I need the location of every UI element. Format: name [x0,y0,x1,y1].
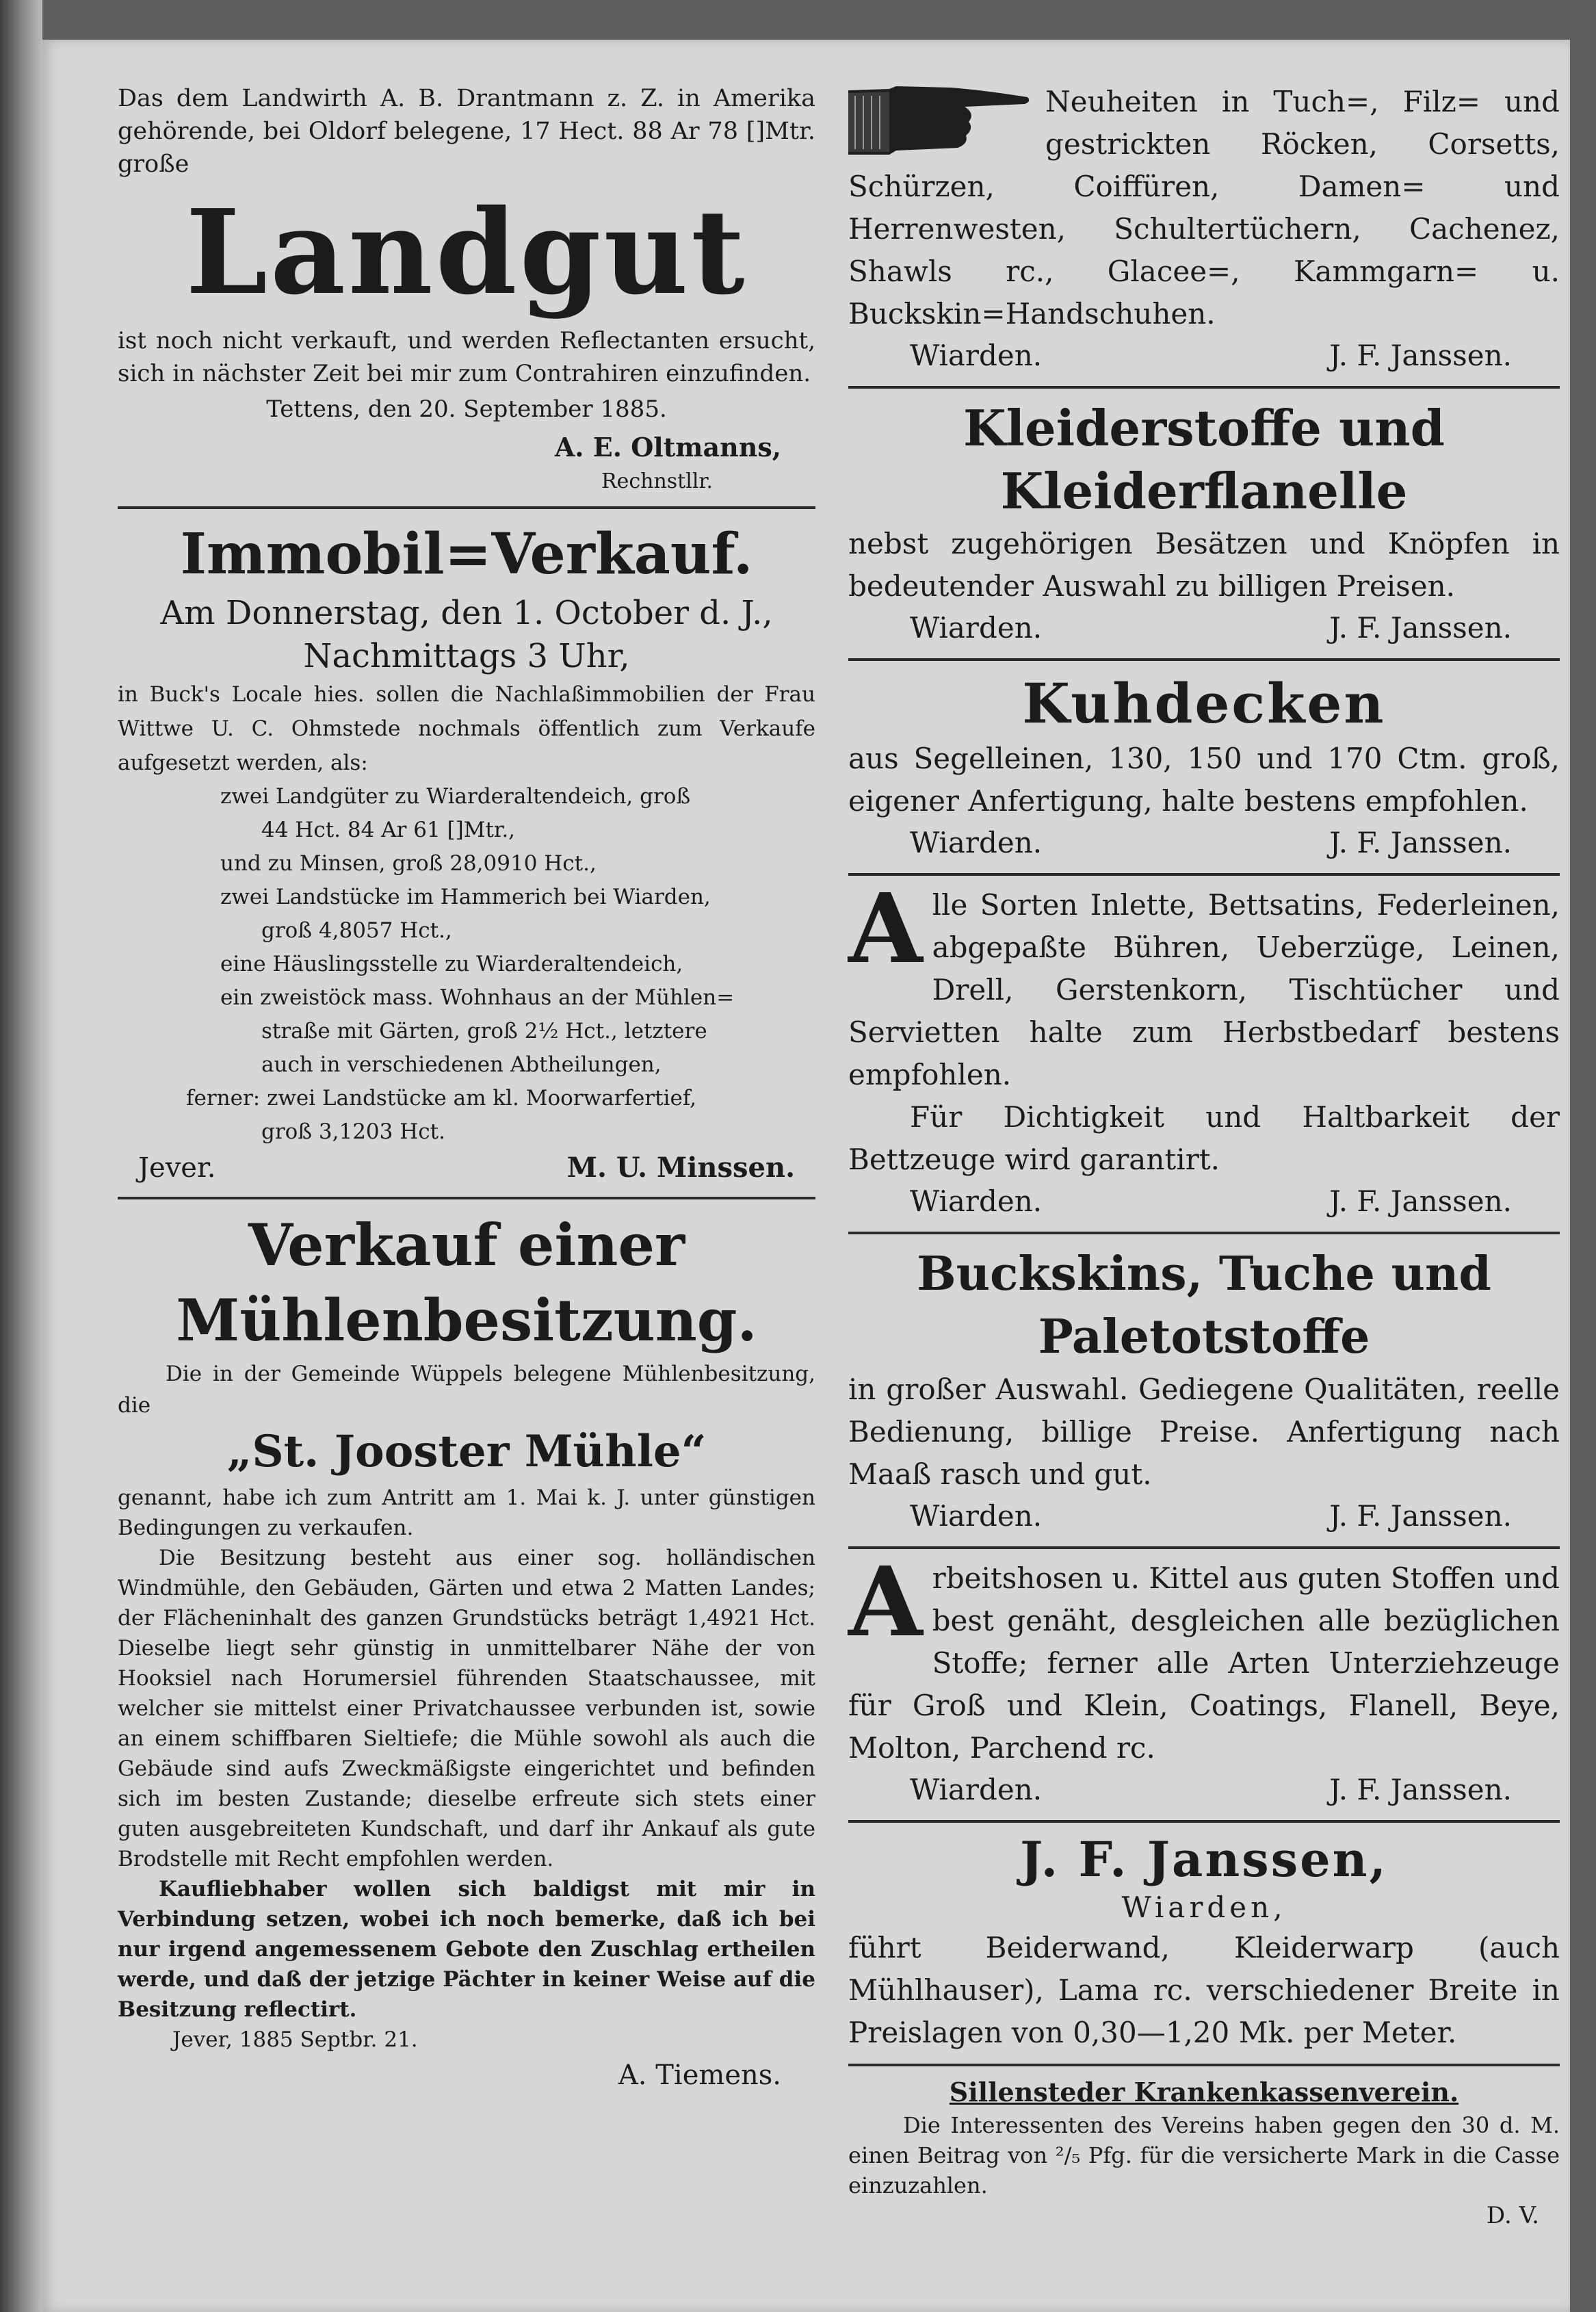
immobil-date-line: Am Donnerstag, den 1. October d. J., [160,594,773,632]
neuheiten-signature-line [848,335,1560,376]
newspaper-page [42,40,1570,2312]
inlette-dropcap: A [848,873,923,985]
list-item: ein zweistöck mass. Wohnhaus an der Mühlen= [220,985,735,1010]
janssen-headline: J. F. Janssen, [1020,1831,1388,1888]
buckskins-headline-1: Buckskins, Tuche und [917,1247,1491,1301]
landgut-intro: Das dem Landwirth A. B. Drantmann z. Z. in Amerika gehörende, bei Oldorf belegene, 17 Hect. 88 Ar 78 []Mtr. große [118,85,815,178]
krankenkasse-headline: Sillensteder Krankenkassenverein. [949,2077,1459,2107]
divider [848,658,1560,661]
divider [848,1232,1560,1234]
inlette-place: Wiarden. [910,1184,1043,1218]
ad-landgut [118,40,815,497]
muehle-headline-2: Mühlenbesitzung. [176,1286,757,1354]
list-item: 44 Hct. 84 Ar 61 []Mtr., [261,818,516,842]
muehle-headline-1: Verkauf einer [248,1211,685,1279]
muehle-para-2: Die Besitzung besteht aus einer sog. holländischen Windmühle, den Gebäuden, Gärten und etwa 2 Matten Landes; der Flächeninhalt des ganzen Grundstücks beträgt 1,4921 Hct. Dieselbe liegt sehr günstig in unmittelbarer Nähe der von Hooksiel nach Horumersiel führenden Staatschaussee, mit welcher sie mittelst einer Privatchaussee verbunden ist, sowie an einem schiffbaren Sieltiefe; die Mühle sowohl als auch die Gebäude sind aufs Zweckmäßigste eingerichtet und befinden sich im besten Zustande; dieselbe erfreute sich stets einer guten ausgebreiteten Kundschaft, und darf ihr Ankauf als gute Brodstelle mit Recht empfohlen werden. [118,1546,815,1871]
immobil-signature: M. U. Minssen. [566,1152,795,1184]
arbeit-body: rbeitshosen u. Kittel aus guten Stoffen und best genäht, desgleichen alle bezüglichen Stoffe; ferner alle Arten Unterziehzeuge für Groß und Klein, Coatings, Flanell, Beye, Molton, Parchend rc. [848,1561,1560,1765]
landgut-body: ist noch nicht verkauft, und werden Reflectanten ersucht, sich in nächster Zeit bei mir zum Contrahiren einzufinden. [118,327,815,387]
divider [848,873,1560,876]
ad-arbeitshosen [848,1546,1560,1810]
list-item: eine Häuslingsstelle zu Wiarderaltendeich, [220,952,683,976]
kleider-headline-2: Kleiderflanelle [1000,462,1408,520]
arbeit-dropcap: A [848,1546,923,1659]
immobil-body: in Buck's Locale hies. sollen die Nachlaßimmobilien der Frau Wittwe U. C. Ohmstede nochmals öffentlich zum Verkaufe aufgesetzt werden, als: [118,682,815,775]
janssen-place: Wiarden, [1121,1891,1287,1924]
list-item: groß 4,8057 Hct., [261,918,452,943]
immobil-place: Jever. [138,1152,216,1184]
buckskins-signature: J. F. Janssen. [1329,1499,1512,1533]
kleider-place: Wiarden. [910,611,1043,645]
kuhdecken-signature-line [848,822,1560,863]
kuhdecken-signature: J. F. Janssen. [1329,826,1512,859]
divider [118,506,815,509]
muehle-para-1: genannt, habe ich zum Antritt am 1. Mai k. J. unter günstigen Bedingungen zu verkaufen. [118,1485,815,1540]
buckskins-signature-line [848,1496,1560,1537]
kleider-headline-1: Kleiderstoffe und [963,399,1445,457]
buckskins-body: in großer Auswahl. Gediegene Qualitäten, reelle Bedienung, billige Preise. Anfertigung nach Maaß rasch und gut. [848,1373,1560,1491]
landgut-headline: Landgut [185,184,748,321]
muehle-place-date: Jever, 1885 Septbr. 21. [172,2027,418,2052]
landgut-place-date: Tettens, den 20. September 1885. [266,395,667,423]
list-item: straße mit Gärten, groß 2½ Hct., letztere [261,1019,707,1043]
ad-neuheiten [848,40,1560,376]
buckskins-place: Wiarden. [910,1499,1043,1533]
buckskins-headline-2: Paletotstoffe [1038,1310,1370,1364]
ad-muehlenbesitzung [118,1208,815,2096]
arbeit-signature-line [848,1769,1560,1810]
ad-kleiderstoffe [848,397,1560,649]
ad-janssen [848,1831,1560,2054]
inlette-signature-line [848,1181,1560,1222]
muehle-signature: A. Tiemens. [618,2060,781,2091]
inlette-signature: J. F. Janssen. [1329,1184,1512,1218]
right-column [848,40,1560,2231]
list-item: zwei Landgüter zu Wiarderaltendeich, groß [220,784,691,809]
immobil-headline: Immobil=Verkauf. [180,521,753,587]
muehle-name: „St. Jooster Mühle“ [226,1426,707,1477]
kuhdecken-headline: Kuhdecken [1022,671,1386,736]
kuhdecken-place: Wiarden. [910,826,1043,859]
pointing-hand-icon [848,83,1033,159]
ad-inlette [848,873,1560,1222]
immobil-item-list [118,780,815,1149]
neuheiten-place: Wiarden. [910,339,1043,372]
left-column [118,40,815,2096]
ad-buckskins [848,1243,1560,1537]
list-item: auch in verschiedenen Abtheilungen, [261,1052,662,1077]
divider [848,1546,1560,1549]
krankenkasse-body: Die Interessenten des Vereins haben gegen den 30 d. M. einen Beitrag von ²/₅ Pfg. für die versicherte Mark in die Casse einzuzahlen. [848,2112,1560,2198]
list-item: ferner: zwei Landstücke am kl. Moorwarfertief, [186,1086,697,1110]
arbeit-signature: J. F. Janssen. [1329,1773,1512,1806]
ad-krankenkasse [848,2075,1560,2231]
janssen-body: führt Beiderwand, Kleiderwarp (auch Mühlhauser), Lama rc. verschiedener Breite in Preislagen von 0,30—1,20 Mk. per Meter. [848,1931,1560,2049]
muehle-para-3: Kaufliebhaber wollen sich baldigst mit mir in Verbindung setzen, wobei ich noch bemerke, daß ich bei nur irgend angemessenem Gebote den Zuschlag ertheilen werde, und daß der jetzige Pächter in keiner Weise auf die Besitzung reflectirt. [118,1877,815,2022]
muehle-intro: Die in der Gemeinde Wüppels belegene Mühlenbesitzung, die [118,1362,815,1418]
ad-immobil-verkauf [118,517,815,1187]
krankenkasse-signature: D. V. [1486,2202,1539,2229]
divider [848,1820,1560,1823]
kleider-signature: J. F. Janssen. [1329,611,1512,645]
divider [118,1197,815,1199]
immobil-signature-line [118,1149,815,1187]
arbeit-place: Wiarden. [910,1773,1043,1806]
kleider-body: nebst zugehörigen Besätzen und Knöpfen in bedeutender Auswahl zu billigen Preisen. [848,527,1560,603]
inlette-body: lle Sorten Inlette, Bettsatins, Federleinen, abgepaßte Bühren, Ueberzüge, Leinen, Drell, Gerstenkorn, Tischtücher und Servietten halte zum Herbstbedarf bestens empfohlen. [848,888,1560,1091]
list-item: groß 3,1203 Hct. [261,1119,445,1144]
book-spine [0,0,42,2312]
neuheiten-signature: J. F. Janssen. [1329,339,1512,372]
divider [848,2064,1560,2066]
landgut-signature-title: Rechnstllr. [601,469,713,493]
kleider-signature-line [848,608,1560,649]
kuhdecken-body: aus Segelleinen, 130, 150 und 170 Ctm. groß, eigener Anfertigung, halte bestens empfohlen. [848,742,1560,818]
list-item: und zu Minsen, groß 28,0910 Hct., [220,851,597,876]
landgut-signature: A. E. Oltmanns, [554,432,781,463]
ad-kuhdecken [848,669,1560,863]
neuheiten-body: Neuheiten in Tuch=, Filz= und gestrickten Röcken, Corsetts, Schürzen, Coiffüren, Damen= und Herrenwesten, Schultertüchern, Cachenez, Shawls rc., Glacee=, Kammgarn= u. Buckskin=Handschuhen. [848,85,1560,330]
inlette-body-2: Für Dichtigkeit und Haltbarkeit der Bettzeuge wird garantirt. [848,1100,1560,1176]
list-item: zwei Landstücke im Hammerich bei Wiarden, [220,885,711,909]
immobil-time-line: Nachmittags 3 Uhr, [303,637,630,675]
divider [848,386,1560,389]
